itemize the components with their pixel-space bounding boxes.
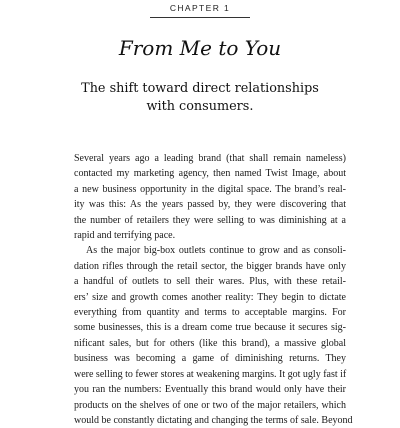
- chapter-rule: [150, 17, 250, 18]
- chapter-subtitle: [60, 80, 340, 116]
- text-line: business was becoming a game of diminishing returns. They: [74, 353, 346, 365]
- text-line: contacted my marketing agency, then named Twist Image, about: [74, 168, 346, 180]
- text-line: ity was this: As the years passed by, they were discovering that: [74, 199, 346, 211]
- text-line: nificant sales, but for others (like this brand), a massive global: [74, 337, 346, 349]
- subtitle-line: The shift toward direct relationships: [81, 81, 319, 96]
- paragraph-1: [74, 151, 346, 243]
- text-line: were selling to fewer stores at weakening margins. It got ugly fast if: [74, 368, 347, 380]
- subtitle-line: with consumers.: [146, 99, 254, 114]
- chapter-title: From Me to You: [118, 36, 282, 60]
- text-line: products on the shelves of one or two of the major retailers, which: [74, 399, 346, 411]
- text-line: would be constantly dictating and changing the terms of sale. Beyond: [74, 414, 353, 426]
- text-line: a new business opportunity in the digital space. The brand’s real-: [74, 183, 346, 195]
- text-line: some businesses, this is a dream come true because it secures sig-: [74, 322, 346, 334]
- text-line: everything from quantity and terms to acceptable margins. For: [74, 307, 346, 319]
- text-line: you ran the numbers: Eventually this brand would only have their: [74, 384, 346, 396]
- text-line: ers’ size and growth comes another reality: They begin to dictate: [74, 291, 346, 303]
- text-line: Several years ago a leading brand (that shall remain nameless): [74, 153, 346, 164]
- text-line: As the major big-box outlets continue to grow and as consoli-: [86, 245, 346, 257]
- chapter-label: CHAPTER 1: [169, 3, 231, 13]
- body-text: [74, 151, 353, 428]
- paragraph-2: [74, 243, 353, 428]
- text-line: rapid and terrifying pace.: [74, 230, 176, 242]
- text-line: dation rifles through the retail sector, the bigger brands have only: [74, 260, 346, 272]
- text-line: the number of retailers they were selling to was diminishing at a: [74, 214, 346, 226]
- text-line: a handful of outlets to sell their wares. Plus, with these retail-: [74, 276, 346, 288]
